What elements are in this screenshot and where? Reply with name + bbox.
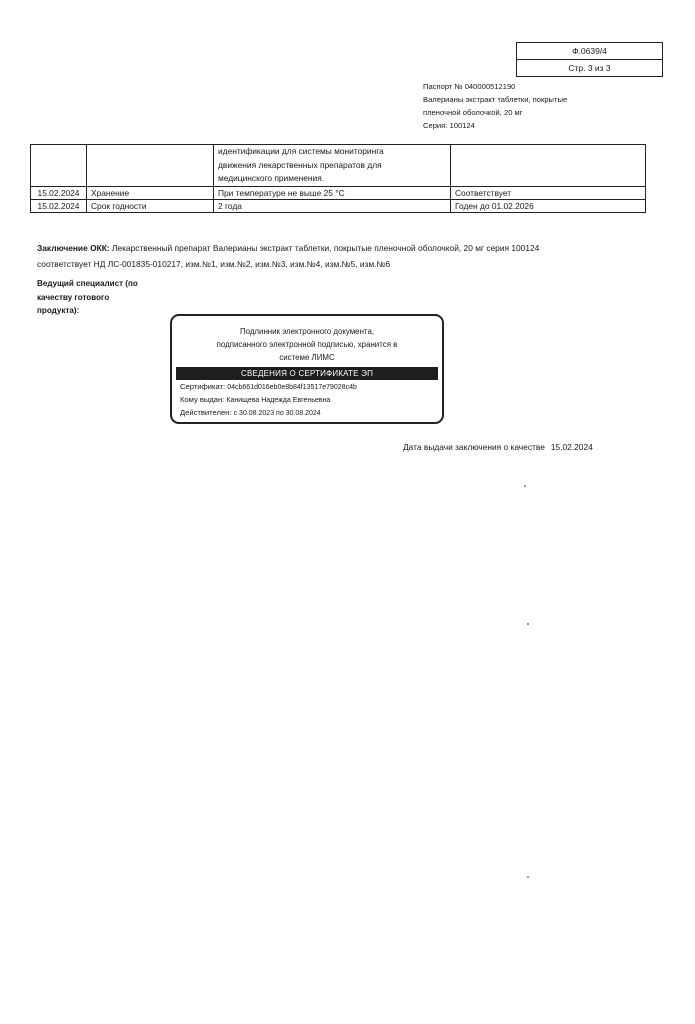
- requirement-line: движения лекарственных препаратов для: [218, 159, 382, 170]
- requirement-cell: При температуре не выше 25 °С: [214, 186, 451, 199]
- specialist-line: Ведущий специалист (по: [37, 279, 138, 288]
- table-row: [31, 199, 646, 212]
- issue-date-label: Дата выдачи заключения о качестве: [403, 442, 545, 452]
- certificate-header-bar: СВЕДЕНИЯ О СЕРТИФИКАТЕ ЭП: [176, 367, 438, 380]
- form-code-box: [516, 42, 663, 77]
- passport-block: [423, 80, 613, 132]
- test-cell: [87, 145, 214, 187]
- specialist-label: [37, 277, 157, 318]
- conclusion-line1: [37, 240, 637, 256]
- stamp-note-line: подписанного электронной подписью, хранится в: [216, 340, 398, 349]
- page-number: Стр. 3 из 3: [517, 59, 662, 76]
- conclusion-line2: соответствует НД ЛС-001835-010217, изм.№1, изм.№2, изм.№3, изм.№4, изм.№5, изм.№6: [37, 259, 391, 269]
- scan-speck: [527, 876, 529, 878]
- certificate-value: 04cb661d016eb0e8b84f13517e79028c4b: [227, 384, 357, 391]
- date-cell: 15.02.2024: [31, 186, 87, 199]
- results-table: [30, 144, 646, 213]
- date-cell: [31, 145, 87, 187]
- product-name-line2: пленочной оболочкой, 20 мг: [423, 108, 523, 117]
- stamp-note: [172, 325, 442, 364]
- specialist-line: продукта):: [37, 306, 80, 315]
- requirement-cell: [214, 145, 451, 187]
- conclusion-label: Заключение ОКК:: [37, 243, 110, 253]
- table-row: [31, 186, 646, 199]
- e-signature-stamp: [170, 314, 444, 424]
- valid-value: с 30.08.2023 по 30.08.2024: [233, 410, 321, 417]
- requirement-line: идентификации для системы мониторинга: [218, 146, 384, 156]
- result-cell: Годен до 01.02.2026: [451, 199, 646, 212]
- stamp-note-line: Подлинник электронного документа,: [239, 327, 375, 336]
- requirement-cell: 2 года: [214, 199, 451, 212]
- result-cell: [451, 145, 646, 187]
- conclusion-block: [37, 240, 637, 272]
- form-code: Ф.0639/4: [572, 46, 607, 56]
- date-cell: 15.02.2024: [31, 199, 87, 212]
- issue-date-line: [403, 442, 593, 452]
- specialist-line: качеству готового: [37, 292, 110, 302]
- test-cell: Хранение: [87, 186, 214, 199]
- issued-to-row: [180, 394, 330, 406]
- test-cell: Срок годности: [87, 199, 214, 212]
- issued-to-label: Кому выдан:: [180, 395, 225, 404]
- series: Серия: 100124: [423, 121, 475, 130]
- product-name-line1: Валерианы экстракт таблетки, покрытые: [423, 95, 568, 104]
- table-row: [31, 145, 646, 187]
- conclusion-text: Лекарственный препарат Валерианы экстракт таблетки, покрытые пленочной оболочкой, 20 мг серия 100124: [109, 243, 540, 253]
- issued-to-value: Канищева Надежда Евгеньевна: [226, 397, 331, 404]
- certificate-label: Сертификат:: [180, 382, 226, 391]
- scan-speck: [527, 623, 529, 625]
- issue-date-value: 15.02.2024: [550, 442, 593, 452]
- valid-row: [180, 407, 321, 419]
- passport-number: Паспорт № 040000512190: [423, 82, 516, 91]
- valid-label: Действителен:: [180, 408, 232, 417]
- requirement-line: медицинского применения.: [218, 173, 325, 183]
- result-cell: Соответствует: [451, 186, 646, 199]
- certificate-row: [180, 381, 357, 393]
- scan-speck: [524, 485, 526, 487]
- stamp-note-line: системе ЛИМС: [279, 353, 335, 362]
